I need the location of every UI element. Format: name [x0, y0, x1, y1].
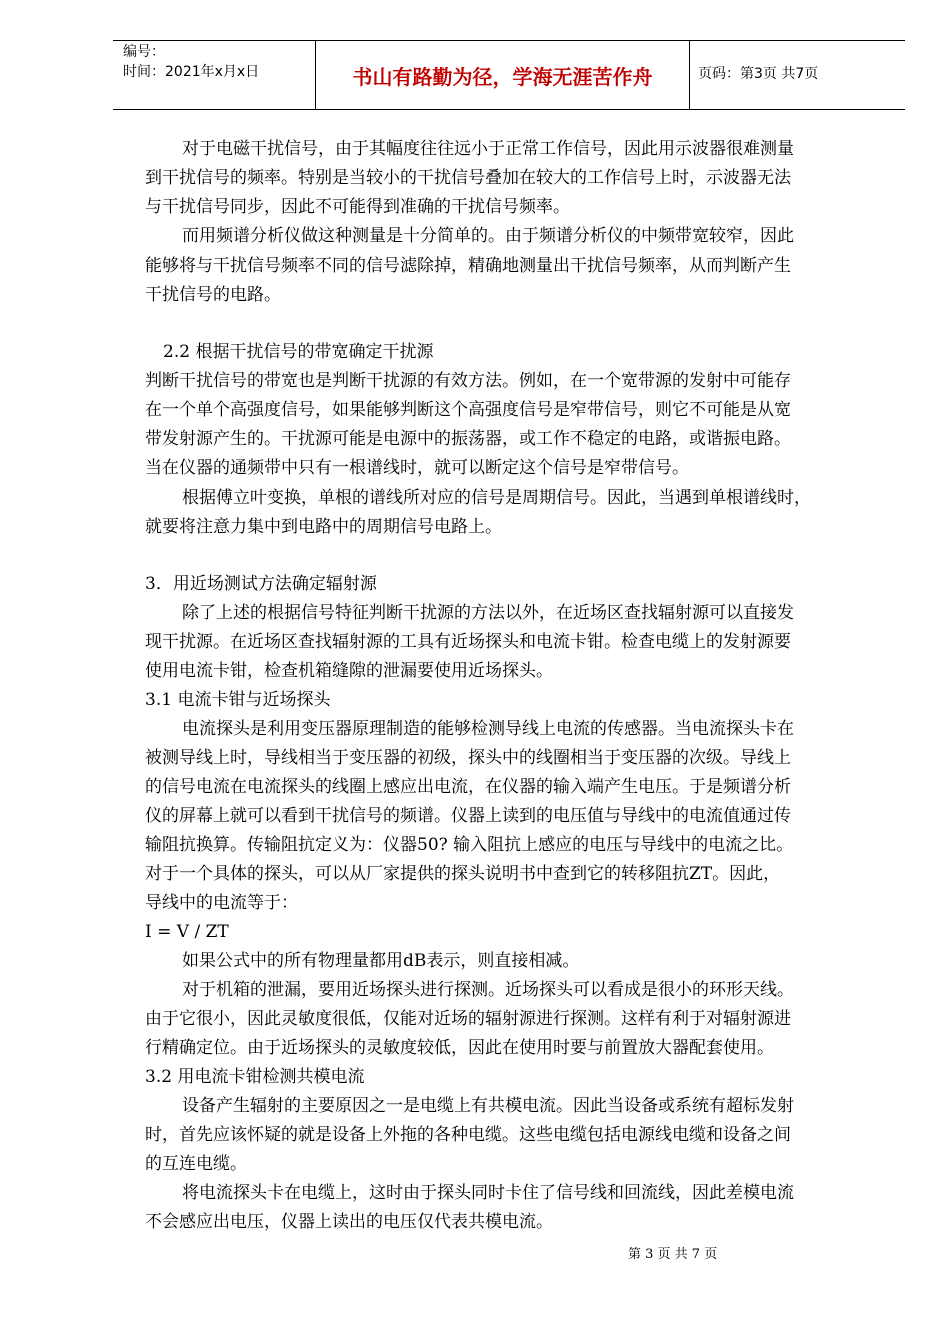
time-label: 时间：2021年x月x日 — [123, 64, 260, 80]
paragraph-line: 对于一个具体的探头，可以从厂家提供的探头说明书中查到它的转移阻抗ZT。因此， — [145, 864, 781, 884]
formula: I = V / ZT — [145, 922, 229, 942]
paragraph-line: 对于机箱的泄漏，要用近场探头进行探测。近场探头可以看成是很小的环形天线。 — [182, 980, 794, 1000]
paragraph-line: 行精确定位。由于近场探头的灵敏度较低，因此在使用时要与前置放大器配套使用。 — [145, 1038, 774, 1058]
header-left-cell — [113, 41, 316, 109]
section-heading: 3.2 用电流卡钳检测共模电流 — [145, 1067, 365, 1087]
paragraph-line: 电流探头是利用变压器原理制造的能够检测导线上电流的传感器。当电流探头卡在 — [182, 719, 794, 739]
paragraph-line: 而用频谱分析仪做这种测量是十分简单的。由于频谱分析仪的中频带宽较窄，因此 — [182, 226, 794, 246]
paragraph-line: 仪的屏幕上就可以看到干扰信号的频谱。仪器上读到的电压值与导线中的电流值通过传 — [145, 806, 791, 826]
paragraph-line: 设备产生辐射的主要原因之一是电缆上有共模电流。因此当设备或系统有超标发射 — [182, 1096, 794, 1116]
paragraph-line: 导线中的电流等于： — [145, 893, 298, 913]
paragraph-line: 现干扰源。在近场区查找辐射源的工具有近场探头和电流卡钳。检查电缆上的发射源要 — [145, 632, 791, 652]
paragraph-line: 判断干扰信号的带宽也是判断干扰源的有效方法。例如，在一个宽带源的发射中可能存 — [145, 371, 791, 391]
paragraph-line: 时，首先应该怀疑的就是设备上外拖的各种电缆。这些电缆包括电源线电缆和设备之间 — [145, 1125, 791, 1145]
paragraph-line: 就要将注意力集中到电路中的周期信号电路上。 — [145, 517, 502, 537]
paragraph-line: 的互连电缆。 — [145, 1154, 247, 1174]
page-info: 页码：第3页 共7页 — [698, 66, 819, 82]
paragraph-line: 使用电流卡钳，检查机箱缝隙的泄漏要使用近场探头。 — [145, 661, 553, 681]
paragraph-line: 带发射源产生的。干扰源可能是电源中的振荡器，或工作不稳定的电路，或谐振电路。 — [145, 429, 791, 449]
paragraph-line: 当在仪器的通频带中只有一根谱线时，就可以断定这个信号是窄带信号。 — [145, 458, 689, 478]
paragraph-line: 不会感应出电压，仪器上读出的电压仅代表共模电流。 — [145, 1212, 553, 1232]
header-right-cell — [690, 41, 905, 109]
paragraph-line: 输阻抗换算。传输阻抗定义为：仪器50? 输入阻抗上感应的电压与导线中的电流之比。 — [145, 835, 794, 855]
paragraph-line: 如果公式中的所有物理量都用dB表示，则直接相减。 — [182, 951, 580, 971]
paragraph-line: 由于它很小，因此灵敏度很低，仅能对近场的辐射源进行探测。这样有利于对辐射源进 — [145, 1009, 791, 1029]
page-header — [113, 40, 905, 110]
header-motto-cell — [316, 41, 690, 109]
paragraph-line: 与干扰信号同步，因此不可能得到准确的干扰信号频率。 — [145, 197, 570, 217]
paragraph-line: 被测导线上时，导线相当于变压器的初级，探头中的线圈相当于变压器的次级。导线上 — [145, 748, 791, 768]
section-heading: 3．用近场测试方法确定辐射源 — [145, 574, 377, 594]
section-heading: 2.2 根据干扰信号的带宽确定干扰源 — [163, 342, 434, 362]
paragraph-line: 对于电磁干扰信号，由于其幅度往往远小于正常工作信号，因此用示波器很难测量 — [182, 139, 794, 159]
motto-text: 书山有路勤为径，学海无涯苦作舟 — [352, 65, 653, 89]
section-heading: 3.1 电流卡钳与近场探头 — [145, 690, 331, 710]
serial-label: 编号： — [123, 44, 165, 60]
paragraph-line: 将电流探头卡在电缆上，这时由于探头同时卡住了信号线和回流线，因此差模电流 — [182, 1183, 794, 1203]
paragraph-line: 根据傅立叶变换，单根的谱线所对应的信号是周期信号。因此，当遇到单根谱线时， — [182, 488, 811, 508]
paragraph-line: 的信号电流在电流探头的线圈上感应出电流，在仪器的输入端产生电压。于是频谱分析 — [145, 777, 791, 797]
paragraph-line: 到干扰信号的频率。特别是当较小的干扰信号叠加在较大的工作信号上时，示波器无法 — [145, 168, 791, 188]
paragraph-line: 干扰信号的电路。 — [145, 285, 281, 305]
page-footer: 第 3 页 共 7 页 — [628, 1247, 718, 1262]
paragraph-line: 能够将与干扰信号频率不同的信号滤除掉，精确地测量出干扰信号频率，从而判断产生 — [145, 256, 791, 276]
paragraph-line: 在一个单个高强度信号，如果能够判断这个高强度信号是窄带信号，则它不可能是从宽 — [145, 400, 791, 420]
paragraph-line: 除了上述的根据信号特征判断干扰源的方法以外，在近场区查找辐射源可以直接发 — [182, 603, 794, 623]
